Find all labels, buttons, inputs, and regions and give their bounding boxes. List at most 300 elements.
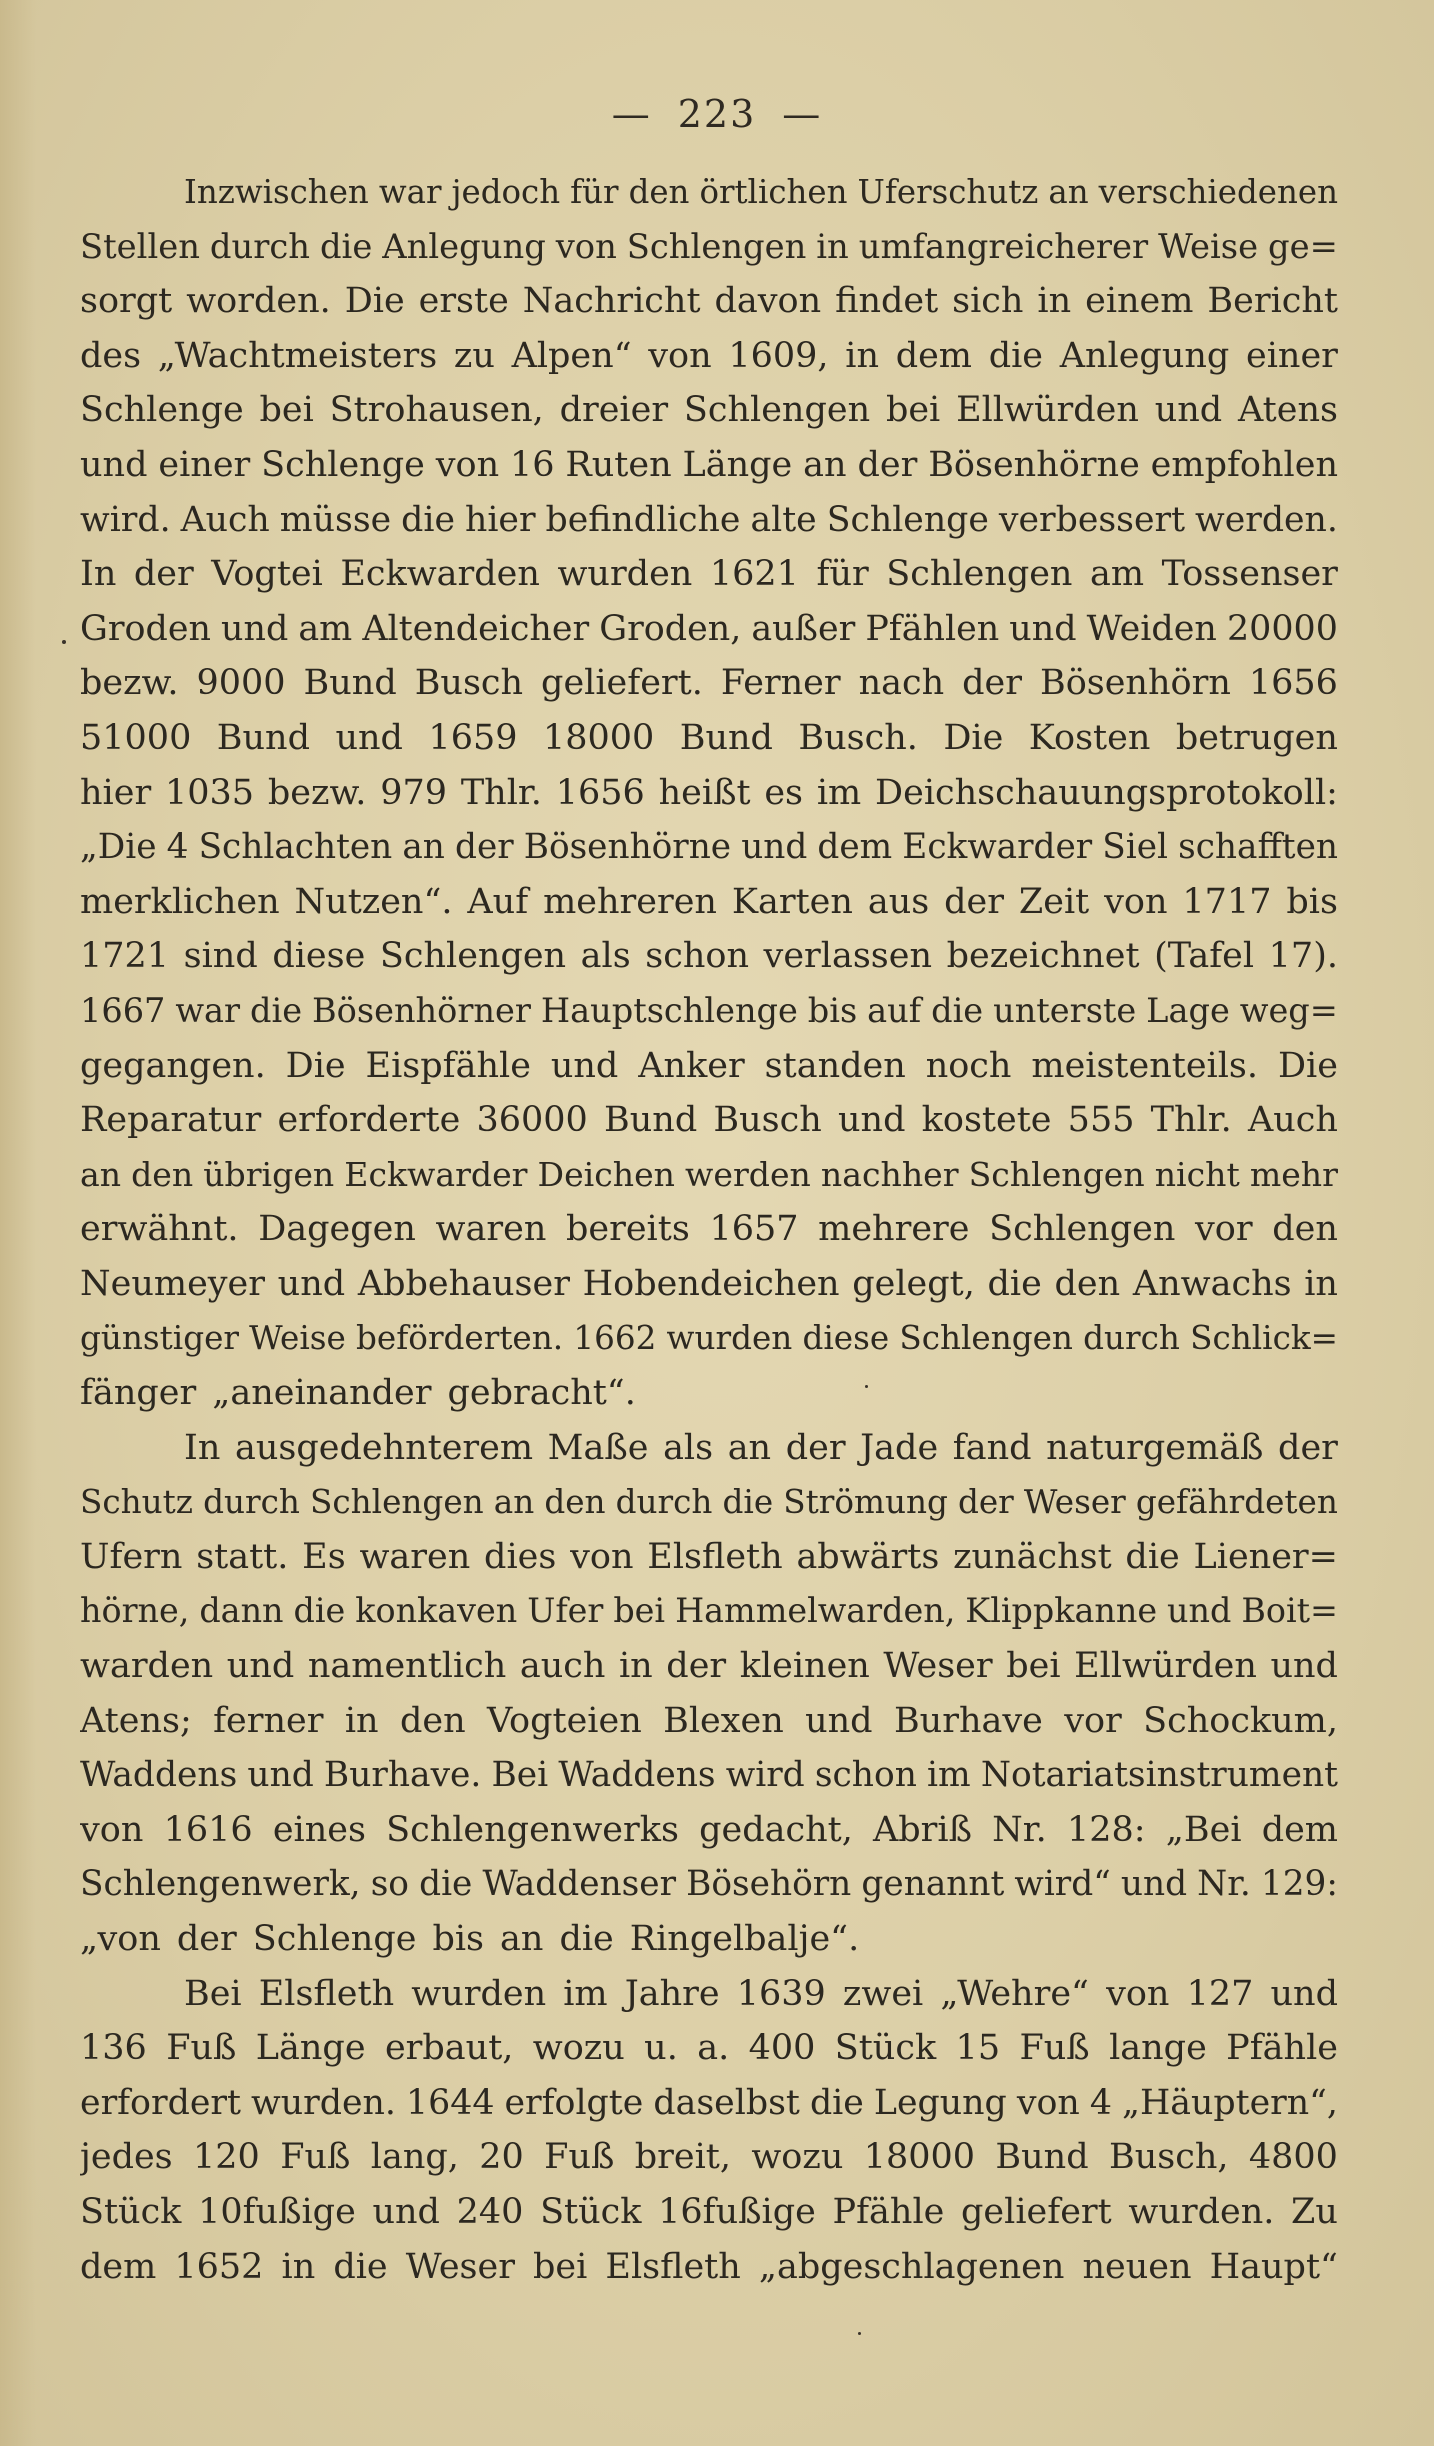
word: diese xyxy=(802,1319,890,1358)
word: 1616 xyxy=(163,1809,253,1850)
word: Schlengen xyxy=(989,1209,1176,1250)
word: „Bei xyxy=(1165,1809,1242,1850)
word: wurden xyxy=(411,1973,547,2014)
word: den xyxy=(1054,1263,1121,1304)
word: unterste xyxy=(993,990,1137,1030)
word: nicht xyxy=(1154,1154,1240,1194)
word: den xyxy=(544,1483,606,1522)
word: 1035 xyxy=(165,772,255,813)
text-line xyxy=(80,1748,1338,1803)
word: Reparatur xyxy=(80,1100,262,1141)
word: Pfählen xyxy=(865,608,1000,649)
word: die xyxy=(931,990,984,1030)
word: Eckwarder xyxy=(902,827,1093,868)
word: bezw. xyxy=(80,663,179,704)
word: und xyxy=(805,1700,873,1741)
word: an xyxy=(500,1919,544,1959)
word: die xyxy=(1125,1536,1180,1577)
word: 1609, xyxy=(728,335,829,376)
word: Ringelbalje“. xyxy=(629,1919,860,1959)
word: im xyxy=(927,1755,971,1796)
word: in xyxy=(1304,1263,1338,1304)
word: und xyxy=(221,608,289,649)
word: Elsfleth xyxy=(605,2246,741,2287)
word: auf xyxy=(867,990,922,1030)
word: Hobendeichen xyxy=(582,1263,840,1304)
word: 4 xyxy=(166,827,189,868)
word: 36000 xyxy=(476,1100,588,1141)
word: statt. xyxy=(196,1536,289,1577)
word: 20000 xyxy=(1226,608,1338,649)
text-line xyxy=(80,493,1338,548)
word: Haupt“ xyxy=(1209,2246,1338,2287)
text-line xyxy=(80,875,1338,930)
word: werden xyxy=(685,1154,811,1194)
word: 9000 xyxy=(196,663,286,704)
word: ferner xyxy=(213,1700,324,1741)
word: es xyxy=(764,772,804,813)
word: zu xyxy=(453,335,495,376)
word: der xyxy=(666,1646,727,1687)
word: die xyxy=(988,335,1043,376)
word: und xyxy=(335,717,403,758)
word: neuen xyxy=(1082,2246,1192,2287)
word: einer xyxy=(1246,335,1338,376)
word: Bösenhörne xyxy=(523,827,732,868)
word: die xyxy=(333,2246,388,2287)
word: Bund xyxy=(679,717,773,758)
word: der xyxy=(176,1919,237,1959)
word: von xyxy=(570,1536,634,1577)
word: empfohlen xyxy=(1150,444,1338,485)
word: der xyxy=(957,1483,1014,1522)
word: erste xyxy=(418,281,509,322)
word: Notariatsinstrument xyxy=(980,1755,1338,1796)
word: in xyxy=(845,335,879,376)
word: Weser xyxy=(405,2246,515,2287)
word: bereits xyxy=(566,1209,690,1250)
word: erbaut, xyxy=(384,2028,514,2069)
word: Auf xyxy=(467,881,529,922)
word: Burhave xyxy=(893,1700,1043,1741)
word: Waddens xyxy=(558,1755,716,1796)
word: Eckwarder xyxy=(344,1154,528,1194)
word: die xyxy=(809,2082,864,2123)
text-line xyxy=(80,766,1338,821)
word: Strömung xyxy=(783,1483,948,1522)
word: Länge xyxy=(682,444,793,485)
word: bei xyxy=(1006,1646,1061,1687)
word: mehr xyxy=(1249,1154,1338,1194)
word: sorgt xyxy=(80,281,173,322)
word: 1662 xyxy=(573,1319,657,1358)
word: bei xyxy=(613,1591,666,1631)
text-line xyxy=(80,1803,1338,1858)
text-line xyxy=(80,1584,1338,1639)
word: Fuß xyxy=(166,2028,237,2069)
word: Die xyxy=(1277,1045,1338,1086)
word: ge= xyxy=(1268,226,1338,266)
word: Legung xyxy=(873,2082,1007,2123)
word: lange xyxy=(1109,2028,1207,2069)
word: Bund xyxy=(604,1100,698,1141)
word: einer xyxy=(158,444,251,485)
paper-speck xyxy=(62,640,66,644)
word: und xyxy=(226,1646,295,1687)
word: und xyxy=(372,2191,440,2232)
word: abwärts xyxy=(796,1536,940,1577)
word: Karten xyxy=(731,881,853,922)
word: Anwachs xyxy=(1132,1263,1292,1304)
text-line xyxy=(80,1967,1338,2022)
word: Altendeicher xyxy=(362,608,590,649)
word: Bei xyxy=(184,1973,242,2014)
word: und xyxy=(247,1755,314,1796)
word: Nr. xyxy=(992,1809,1047,1850)
word: 129: xyxy=(1260,1864,1338,1905)
word: erfolgte xyxy=(504,2082,644,2123)
word: waren xyxy=(359,1536,471,1577)
word: Neumeyer xyxy=(80,1263,265,1304)
word: 4 xyxy=(1089,2082,1112,2123)
word: Inzwischen xyxy=(184,173,369,211)
word: Thlr. xyxy=(460,772,542,813)
word: als xyxy=(580,936,631,977)
word: 120 xyxy=(193,2137,260,2178)
word: Bösenhörner xyxy=(311,990,531,1030)
text-line xyxy=(80,1475,1338,1530)
word: Kosten xyxy=(1028,717,1151,758)
word: fänger xyxy=(80,1373,197,1414)
word: Schlengen xyxy=(379,936,567,977)
word: daselbst xyxy=(653,2082,800,2123)
word: Busch xyxy=(414,663,524,704)
word: und xyxy=(1270,1973,1338,2014)
word: Groden, xyxy=(599,608,742,649)
word: verlassen xyxy=(763,936,933,977)
word: hier xyxy=(80,772,152,813)
word: schafften xyxy=(1178,827,1338,868)
word: die xyxy=(250,990,303,1030)
text-line xyxy=(80,1093,1338,1148)
word: dreier xyxy=(559,390,669,431)
word: gedacht, xyxy=(699,1809,853,1850)
word: Vogtei xyxy=(211,554,323,595)
word: 1621 xyxy=(709,554,799,595)
word: davon xyxy=(714,281,822,322)
word: warden xyxy=(80,1646,214,1687)
word: Abbehauser xyxy=(357,1263,570,1304)
word: die xyxy=(559,1919,614,1959)
word: schon xyxy=(645,936,749,977)
header-dash-right: — xyxy=(782,92,823,136)
word: Fuß xyxy=(1019,2028,1090,2069)
word: 127 xyxy=(1186,1973,1254,2014)
word: Bei xyxy=(491,1755,549,1796)
word: Schlengen xyxy=(626,226,807,266)
text-line xyxy=(80,1148,1338,1203)
word: 128: xyxy=(1066,1809,1146,1850)
word: beförderten. xyxy=(356,1319,564,1358)
word: 18000 xyxy=(863,2137,976,2178)
word: wozu xyxy=(532,2028,625,2069)
word: wird“ xyxy=(1014,1864,1111,1905)
word: des xyxy=(80,335,142,376)
word: 18000 xyxy=(542,717,655,758)
word: den xyxy=(399,1700,466,1741)
paper-speck xyxy=(865,1385,868,1388)
word: war xyxy=(378,173,442,211)
word: 1652 xyxy=(174,2246,264,2287)
word: Burhave. xyxy=(323,1755,482,1796)
word: der xyxy=(454,827,514,868)
word: 136 xyxy=(80,2028,147,2069)
word: Atens xyxy=(1238,390,1338,431)
word: Anker xyxy=(638,1045,745,1086)
word: für xyxy=(816,554,869,595)
word: „aneinander xyxy=(212,1373,432,1414)
word: von xyxy=(1106,1973,1170,2014)
text-line xyxy=(80,820,1338,875)
word: u. xyxy=(644,2028,678,2069)
word: Weiden xyxy=(1086,608,1217,649)
word: findet xyxy=(835,281,939,322)
word: noch xyxy=(925,1045,1012,1086)
word: an xyxy=(493,1483,535,1522)
text-line xyxy=(80,1639,1338,1694)
word: konkaven xyxy=(355,1591,518,1631)
word: bei xyxy=(885,390,941,431)
text-line xyxy=(80,1311,1338,1366)
word: waren xyxy=(435,1209,547,1250)
word: Siel xyxy=(1102,827,1168,868)
word: bis xyxy=(432,1919,485,1959)
word: Elsfleth xyxy=(647,1536,783,1577)
word: Weise xyxy=(249,1319,346,1358)
word: Uferschutz xyxy=(857,173,1039,211)
word: Bund xyxy=(303,663,397,704)
word: wurden xyxy=(557,554,693,595)
word: örtlichen xyxy=(699,173,848,211)
word: und xyxy=(80,444,148,485)
word: sich xyxy=(952,281,1024,322)
word: Anlegung xyxy=(382,226,546,266)
word: Schlengen xyxy=(886,554,1073,595)
word: übrigen xyxy=(203,1154,335,1194)
word: Schlenge xyxy=(252,1919,417,1959)
word: auch xyxy=(519,1646,606,1687)
word: naturgemäß xyxy=(1046,1427,1264,1468)
word: namentlich xyxy=(307,1646,507,1687)
word: Die xyxy=(285,1045,346,1086)
word: Ellwürden xyxy=(1074,1646,1257,1687)
word: verbessert xyxy=(998,499,1186,540)
word: der xyxy=(785,1427,846,1468)
word: (Tafel xyxy=(1154,936,1255,977)
word: Hauptschlenge xyxy=(540,990,798,1030)
word: an xyxy=(1048,173,1089,211)
word: Jahre xyxy=(624,1973,720,2014)
word: durch xyxy=(1083,1319,1180,1358)
text-line xyxy=(80,602,1338,657)
word: in xyxy=(618,1646,653,1687)
word: der xyxy=(857,444,918,485)
word: dann xyxy=(199,1591,284,1631)
word: von xyxy=(435,444,500,485)
word: schon xyxy=(814,1755,917,1796)
word: mehrere xyxy=(818,1209,970,1250)
text-line xyxy=(80,2130,1338,2185)
word: der xyxy=(962,663,1022,704)
word: in xyxy=(816,226,849,266)
word: mehreren xyxy=(543,881,717,922)
word: hier xyxy=(464,499,536,540)
word: Busch, xyxy=(1109,2137,1229,2178)
word: Schlengenwerk, xyxy=(80,1864,361,1905)
word: Lage xyxy=(1146,990,1230,1030)
word: Nachricht xyxy=(522,281,701,322)
text-line xyxy=(80,438,1338,493)
word: Stück xyxy=(80,2191,182,2232)
word: den xyxy=(1272,1209,1338,1250)
word: Schlengen xyxy=(309,1483,484,1522)
word: wurden xyxy=(666,1319,793,1358)
word: 1721 xyxy=(80,936,170,977)
word: Nr. xyxy=(1197,1864,1251,1905)
word: umfangreicherer xyxy=(858,226,1149,266)
word: betrugen xyxy=(1175,717,1338,758)
text-line xyxy=(80,1421,1338,1476)
text-line xyxy=(80,1857,1338,1912)
word: dem xyxy=(80,2246,157,2287)
word: vor xyxy=(1195,1209,1253,1250)
word: die xyxy=(987,1263,1042,1304)
text-line xyxy=(80,984,1338,1039)
word: Schockum, xyxy=(1143,1700,1338,1741)
word: Schlengen xyxy=(683,390,871,431)
word: günstiger xyxy=(80,1319,239,1358)
word: Bösenhörne xyxy=(928,444,1140,485)
word: von xyxy=(1104,881,1168,922)
word: der xyxy=(133,554,194,595)
word: dem xyxy=(895,335,972,376)
word: Bund xyxy=(216,717,311,758)
word: Deichen xyxy=(537,1154,675,1194)
word: 1656 xyxy=(1248,663,1338,704)
word: Eckwarden xyxy=(340,554,540,595)
word: bis xyxy=(807,990,858,1030)
word: gegangen. xyxy=(80,1045,266,1086)
word: Bösehörn xyxy=(686,1864,852,1905)
word: In xyxy=(80,554,117,595)
text-line xyxy=(80,2185,1338,2240)
word: an xyxy=(727,1427,772,1468)
word: gebracht“. xyxy=(447,1373,636,1414)
word: Weise xyxy=(1158,226,1259,266)
word: sind xyxy=(183,936,258,977)
word: nachher xyxy=(820,1154,959,1194)
word: Schlenge xyxy=(261,444,425,485)
word: Ferner xyxy=(720,663,841,704)
word: verschiedenen xyxy=(1098,173,1338,211)
word: jedes xyxy=(80,2137,173,2178)
word: und xyxy=(741,827,808,868)
word: Busch xyxy=(713,1100,822,1141)
word: Atens; xyxy=(80,1700,192,1741)
word: Zu xyxy=(1291,2191,1338,2232)
word: 51000 xyxy=(80,717,192,758)
word: „Wachtmeisters xyxy=(157,335,438,376)
word: Bericht xyxy=(1207,281,1338,322)
text-line xyxy=(80,383,1338,438)
word: der xyxy=(944,881,1004,922)
text-line xyxy=(80,2240,1338,2295)
word: im xyxy=(563,1973,608,2014)
word: so xyxy=(370,1864,409,1905)
page-shadow xyxy=(0,0,36,2446)
word: a. xyxy=(697,2028,730,2069)
word: 1639 xyxy=(736,1973,826,2014)
word: befindliche xyxy=(545,499,741,540)
word: Ellwürden xyxy=(956,390,1139,431)
word: 979 xyxy=(380,772,448,813)
word: „Die xyxy=(80,827,157,868)
word: 400 xyxy=(748,2028,816,2069)
word: und xyxy=(1154,390,1223,431)
page-header xyxy=(0,92,1434,136)
word: 10fußige xyxy=(198,2191,356,2232)
word: hörne, xyxy=(80,1591,190,1631)
word: In xyxy=(184,1427,221,1468)
header-dash-left: — xyxy=(611,92,652,136)
word: worden. xyxy=(186,281,331,322)
word: Stück xyxy=(540,2191,642,2232)
word: durch xyxy=(209,226,311,266)
word: Dagegen xyxy=(258,1209,416,1250)
word: an xyxy=(80,1154,122,1194)
word: und xyxy=(1009,608,1077,649)
word: Weser xyxy=(883,1646,993,1687)
word: dem xyxy=(817,827,893,868)
word: wozu xyxy=(751,2137,844,2178)
word: weg= xyxy=(1239,990,1338,1030)
word: 1717 xyxy=(1182,881,1272,922)
word: Schlick= xyxy=(1190,1319,1338,1358)
word: Ufer xyxy=(527,1591,604,1631)
word: ausgedehnterem xyxy=(234,1427,534,1468)
word: Anlegung xyxy=(1059,335,1230,376)
text-line xyxy=(80,274,1338,329)
word: kostete xyxy=(921,1100,1052,1141)
word: „Häuptern“, xyxy=(1121,2082,1338,2123)
text-line xyxy=(80,929,1338,984)
word: Bösenhörn xyxy=(1039,663,1231,704)
word: Schlengen xyxy=(968,1154,1145,1194)
word: lang, xyxy=(370,2137,459,2178)
word: dies xyxy=(484,1536,557,1577)
word: der xyxy=(1278,1427,1338,1468)
word: die xyxy=(319,226,373,266)
word: 17). xyxy=(1268,936,1338,977)
word: müsse xyxy=(279,499,392,540)
word: Stück xyxy=(834,2028,937,2069)
word: alte xyxy=(750,499,817,540)
word: bei xyxy=(533,2246,588,2287)
word: standen xyxy=(764,1045,906,1086)
text-line xyxy=(80,165,1338,220)
text-line xyxy=(80,1039,1338,1094)
text-line xyxy=(80,1694,1338,1749)
